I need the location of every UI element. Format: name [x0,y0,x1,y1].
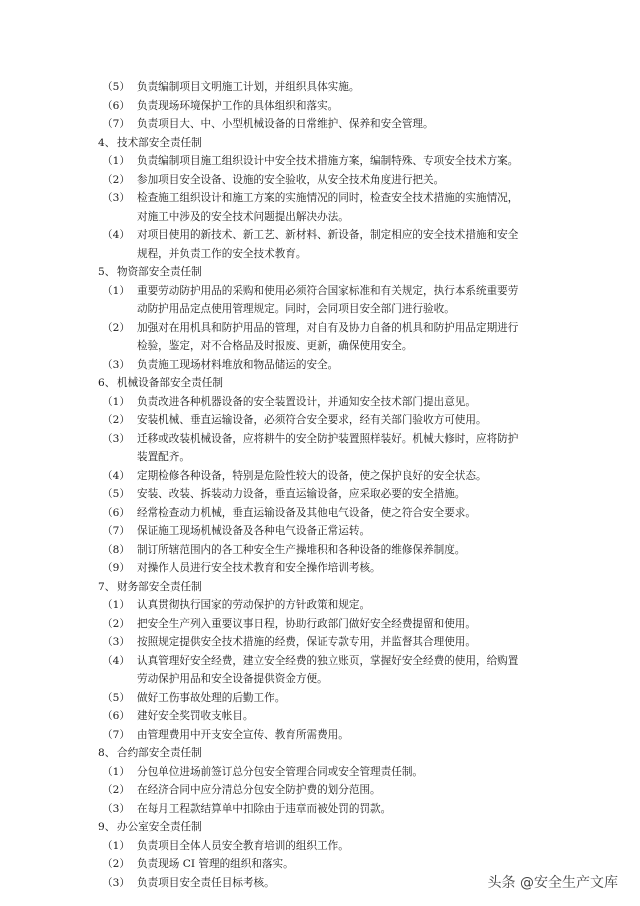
item-number: （7） [102,118,130,130]
item-text: 认真管理好安全经费，建立安全经费的独立账页，掌握好安全经费的使用，给购置 [137,654,519,667]
item-text: 对项目使用的新技术、新工艺、新材料、新设备，制定相应的安全技术措施和安全 [137,229,519,241]
item-text: 装置配齐。 [137,451,190,463]
item-text: 负责现场环境保护工作的具体组织和落实。 [137,99,339,112]
list-item [0,78,640,97]
section-heading [0,263,640,282]
list-item [0,171,640,190]
item-number: （1） [102,155,130,167]
list-item [0,282,640,301]
list-item [0,707,640,726]
item-number: （1） [102,839,130,852]
item-number: 8、 [98,747,116,759]
item-text: 重要劳动防护用品的采购和使用必须符合国家标准和有关规定，执行本系统重要劳 [137,284,519,297]
item-number: （3） [102,876,130,889]
list-item [0,633,640,652]
list-item [0,726,640,745]
item-number: （3） [102,432,130,445]
list-item [0,800,640,819]
item-number: （3） [102,636,130,648]
item-text: 对操作人员进行安全技术教育和安全操作培训考核。 [137,562,381,574]
list-item [0,837,640,856]
item-text: 在每月工程款结算单中扣除由于违章而被处罚的罚款。 [137,802,392,815]
item-number: 6、 [98,377,116,389]
item-text: 负责项目全体人员安全教育培训的组织工作。 [137,839,349,852]
list-item [0,115,640,134]
item-text: 分包单位进场前签订总分包安全管理合同或安全管理责任制。 [137,765,424,778]
item-text: 定期检修各种设备，特别是危险性较大的设备，使之保护良好的安全状态。 [137,469,487,482]
item-number: （2） [102,784,130,796]
list-item [0,393,640,412]
list-item [0,319,640,338]
item-continuation [0,448,640,467]
item-text: 检验，鉴定，对不合格品及时报废、更新，确保使用安全。 [137,340,413,352]
item-continuation [0,670,640,689]
section-heading [0,134,640,153]
item-number: （1） [102,395,130,408]
item-text: 加强对在用机具和防护用品的管理，对自有及协力自备的机具和防护用品定期进行 [137,321,519,334]
item-text: 检查施工组织设计和施工方案的实施情况的同时，检查安全技术措施的实施情况， [137,192,519,204]
item-text: 负责现场 CI 管理的组织和落实。 [137,858,294,870]
item-number: （4） [102,654,130,667]
item-continuation [0,208,640,227]
item-number: （2） [102,414,130,426]
section-heading [0,374,640,393]
item-number: （1） [102,599,130,611]
item-text: 动防护用品定点使用管理规定。同时，会同项目安全部门进行验收。 [137,303,455,315]
item-continuation [0,300,640,319]
item-text: 负责编制项目施工组织设计中安全技术措施方案，编制特殊、专项安全技术方案。 [137,155,519,167]
item-text: 负责施工现场材料堆放和物品储运的安全。 [137,358,339,371]
section-heading [0,744,640,763]
section-heading [0,578,640,597]
document-body [0,78,640,892]
item-text: 经常检查动力机械，垂直运输设备及其他电气设备，使之符合安全要求。 [137,506,476,519]
list-item [0,652,640,671]
item-text: 在经济合同中应分清总分包安全防护费的划分范围。 [137,784,381,796]
list-item [0,467,640,486]
item-number: （3） [102,192,130,204]
item-text: 建好安全奖罚收支帐目。 [137,710,254,722]
item-text: 认真贯彻执行国家的劳动保护的方针政策和规定。 [137,599,371,611]
list-item [0,97,640,116]
list-item [0,596,640,615]
item-text: 财务部安全责任制 [117,580,202,593]
item-text: 规程，并负责工作的安全技术教育。 [137,247,307,260]
item-text: 迁移或改装机械设备，应将耕牛的安全防护装置照样装好。机械大修时，应将防护 [137,432,519,445]
item-number: （6） [102,506,130,519]
list-item [0,781,640,800]
item-number: （2） [102,173,130,186]
list-item [0,189,640,208]
item-number: （7） [102,525,130,537]
item-text: 由管理费用中开支安全宣传、教育所需费用。 [137,728,349,741]
list-item [0,615,640,634]
item-number: （2） [102,617,130,630]
item-number: （3） [102,802,130,815]
item-number: （5） [102,81,130,93]
item-number: 4、 [98,136,116,149]
item-text: 负责项目安全责任目标考核。 [137,876,275,889]
item-text: 做好工伤事故处理的后勤工作。 [137,691,286,704]
item-number: （7） [102,728,130,741]
list-item [0,152,640,171]
item-number: （2） [102,321,130,334]
item-text: 负责编制项目文明施工计划，并组织具体实施。 [137,81,360,93]
item-text: 合约部安全责任制 [117,747,202,759]
list-item [0,763,640,782]
list-item [0,559,640,578]
item-number: （4） [102,229,130,241]
item-continuation [0,337,640,356]
list-item [0,541,640,560]
item-number: 7、 [98,580,116,593]
list-item [0,522,640,541]
item-text: 保证施工现场机械设备及各种电气设备正常运转。 [137,525,371,537]
item-text: 把安全生产列入重要议事日程，协助行政部门做好安全经费提留和使用。 [137,617,476,630]
item-number: （3） [102,358,130,371]
item-number: （1） [102,765,130,778]
list-item [0,504,640,523]
item-text: 劳动保护用品和安全设备提供资金方便。 [137,673,328,685]
list-item [0,689,640,708]
item-number: （4） [102,469,130,482]
item-continuation [0,245,640,264]
item-text: 按照规定提供安全技术措施的经费，保证专款专用，并监督其合理使用。 [137,636,476,648]
item-number: （6） [102,710,130,722]
list-item [0,430,640,449]
item-number: 9、 [98,821,116,833]
list-item [0,485,640,504]
item-text: 物资部安全责任制 [117,266,202,278]
item-text: 负责改进各种机器设备的安全装置设计，并通知安全技术部门提出意见。 [137,395,476,408]
item-text: 参加项目安全设备、设施的安全验收，从安全技术角度进行把关。 [137,173,445,186]
item-number: （5） [102,691,130,704]
item-number: （1） [102,284,130,297]
list-item [0,855,640,874]
item-text: 制订所辖范围内的各工种安全生产操堆积和各种设备的维修保养制度。 [137,543,466,556]
list-item [0,356,640,375]
item-text: 技术部安全责任制 [117,136,202,149]
item-text: 安装机械、垂直运输设备，必须符合安全要求，经有关部门验收方可使用。 [137,414,487,426]
item-number: （5） [102,488,130,500]
item-number: （2） [102,858,130,870]
list-item [0,226,640,245]
item-text: 机械设备部安全责任制 [117,377,223,389]
list-item [0,411,640,430]
item-number: 5、 [98,266,116,278]
item-text: 办公室安全责任制 [117,821,202,833]
item-number: （9） [102,562,130,574]
item-text: 安装、改装、拆装动力设备，垂直运输设备，应采取必要的安全措施。 [137,488,466,500]
item-text: 负责项目大、中、小型机械设备的日常维护、保养和安全管理。 [137,118,434,130]
item-number: （8） [102,543,130,556]
watermark: 头条 @安全生产文库 [487,875,618,891]
section-heading [0,818,640,837]
item-number: （6） [102,99,130,112]
item-text: 对施工中涉及的安全技术问题提出解决办法。 [137,210,349,223]
